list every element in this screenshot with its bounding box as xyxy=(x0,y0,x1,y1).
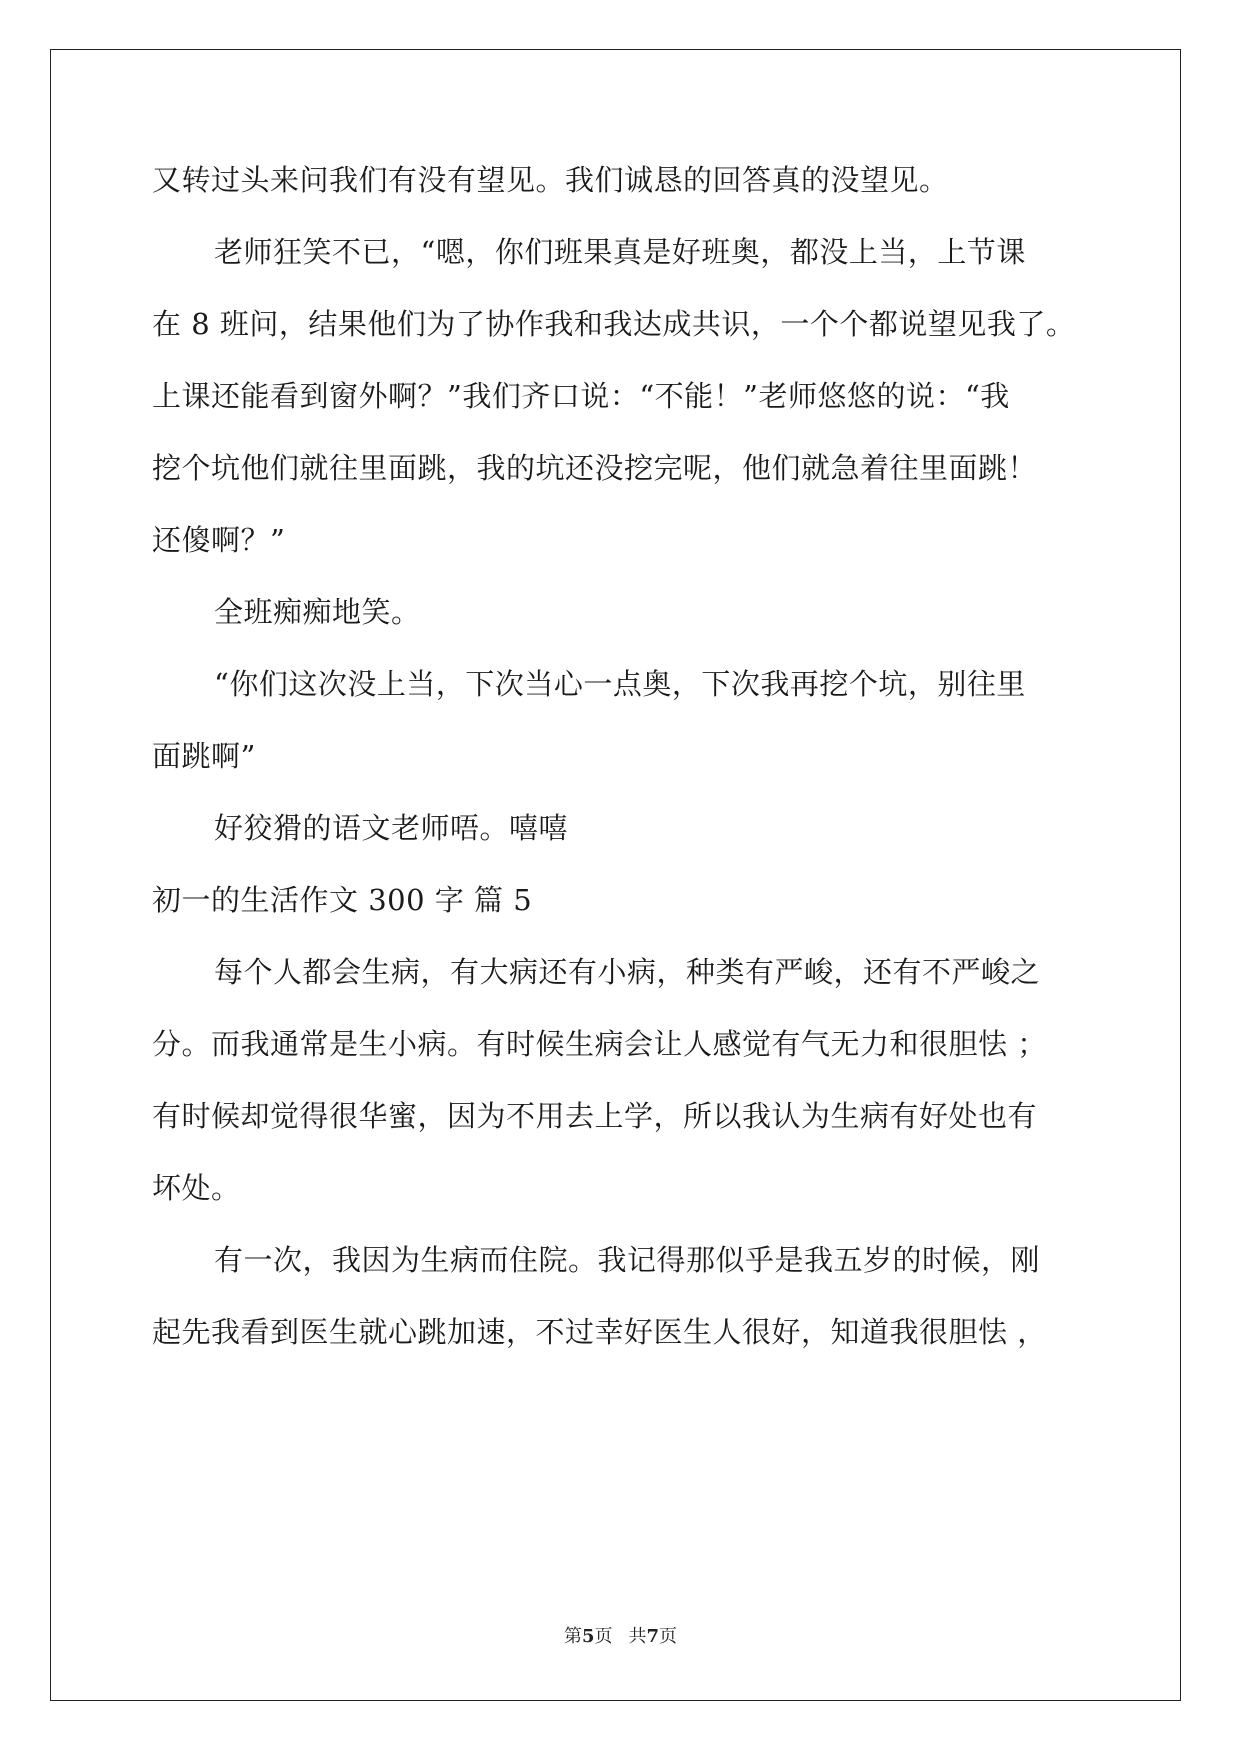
text-line: 又转过头来问我们有没有望见。我们诚恳的回答真的没望见。 xyxy=(152,163,949,197)
page-prefix: 第 xyxy=(563,1626,582,1647)
page-number: 5 xyxy=(581,1626,595,1647)
text-line: 分。而我通常是生小病。有时候生病会让人感觉有气无力和很胆怯 ； xyxy=(152,1027,1047,1061)
text-line: 有时候却觉得很华蜜，因为不用去上学，所以我认为生病有好处也有 xyxy=(152,1099,1038,1133)
text-line: 起先我看到医生就心跳加速，不过幸好医生人很好，知道我很胆怯 ， xyxy=(152,1315,1047,1349)
section-heading: 初一的生活作文 300 字 篇 5 xyxy=(152,883,533,917)
total-pages: 7 xyxy=(646,1626,660,1647)
total-prefix: 共 xyxy=(628,1626,647,1647)
text-line: 全班痴痴地笑。 xyxy=(214,595,421,629)
text-line: 每个人都会生病，有大病还有小病，种类有严峻，还有不严峻之 xyxy=(214,955,1041,989)
text-line: 还傻啊？” xyxy=(152,523,286,557)
text-line: 面跳啊” xyxy=(152,739,256,773)
text-line: 好狡猾的语文老师唔。嘻嘻 xyxy=(214,811,569,845)
text-line: 挖个坑他们就往里面跳，我的坑还没挖完呢，他们就急着往里面跳！ xyxy=(152,451,1038,485)
page-suffix: 页 xyxy=(594,1626,613,1647)
total-suffix: 页 xyxy=(659,1626,678,1647)
page-footer xyxy=(0,1625,1241,1649)
text-line: 坏处。 xyxy=(152,1171,241,1205)
text-line: 有一次，我因为生病而住院。我记得那似乎是我五岁的时候，刚 xyxy=(214,1243,1041,1277)
page-border xyxy=(50,49,1181,1701)
text-line: “你们这次没上当，下次当心一点奥，下次我再挖个坑，别往里 xyxy=(214,667,1026,701)
text-line: 老师狂笑不已，“嗯，你们班果真是好班奥，都没上当，上节课 xyxy=(214,235,1026,269)
text-line: 在 8 班问，结果他们为了协作我和我达成共识，一个个都说望见我了。 xyxy=(152,307,1076,341)
text-line: 上课还能看到窗外啊？”我们齐口说：“不能！”老师悠悠的说：“我 xyxy=(152,379,1010,413)
